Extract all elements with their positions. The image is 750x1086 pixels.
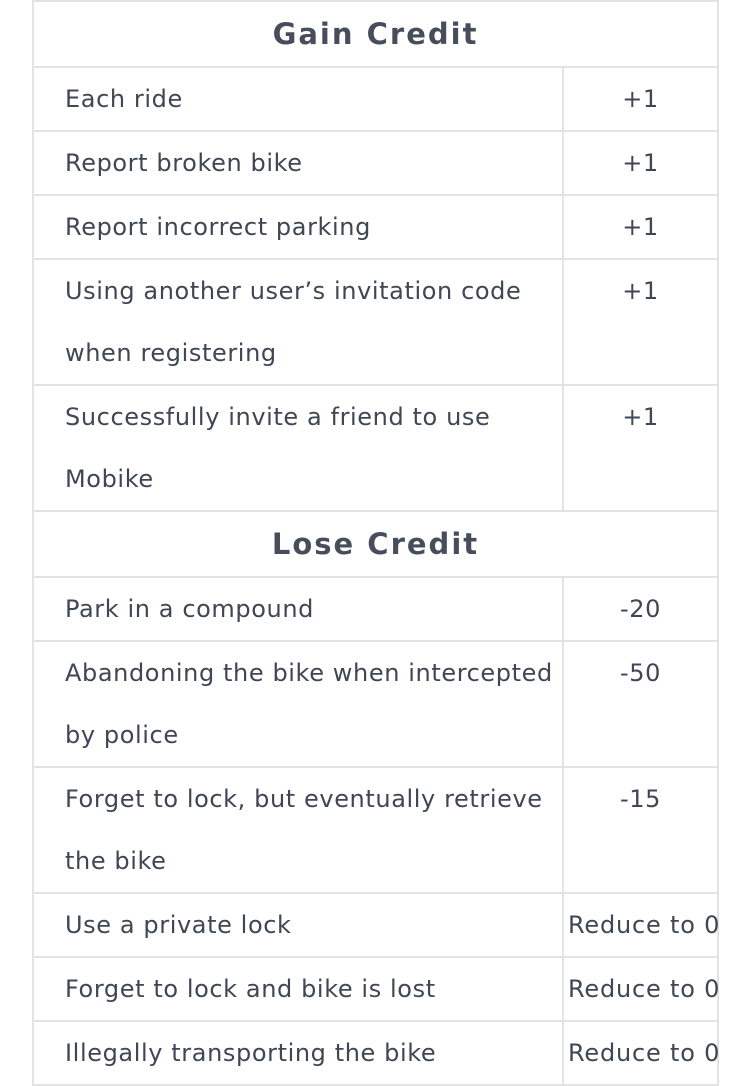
credit-change: -20 — [563, 577, 718, 641]
table-row — [33, 195, 718, 259]
rule-description: Park in a compound — [33, 577, 563, 641]
rule-description: Successfully invite a friend to use Mobike — [33, 385, 563, 511]
credit-change: Reduce to 0 — [563, 957, 718, 1021]
credit-change: Reduce to 0 — [563, 893, 718, 957]
gain-credit-title: Gain Credit — [33, 1, 718, 67]
credit-change: +1 — [563, 195, 718, 259]
rule-description: Forget to lock, but eventually retrieve the bike — [33, 767, 563, 893]
credit-change: -50 — [563, 641, 718, 767]
table-row — [33, 767, 718, 893]
table-row — [33, 259, 718, 385]
credit-change: -15 — [563, 767, 718, 893]
lose-credit-header-row — [33, 511, 718, 577]
rule-description: Use a private lock — [33, 893, 563, 957]
gain-credit-header-row — [33, 1, 718, 67]
rule-description: Report broken bike — [33, 131, 563, 195]
table-row — [33, 641, 718, 767]
lose-credit-title: Lose Credit — [33, 511, 718, 577]
table-row — [33, 957, 718, 1021]
credit-change: +1 — [563, 131, 718, 195]
credit-change: Reduce to 0 — [563, 1021, 718, 1085]
credit-rules-table — [32, 0, 719, 1086]
rule-description: Abandoning the bike when intercepted by police — [33, 641, 563, 767]
table-row — [33, 577, 718, 641]
table-row — [33, 1021, 718, 1085]
credit-change: +1 — [563, 67, 718, 131]
table-row — [33, 893, 718, 957]
rule-description: Illegally transporting the bike — [33, 1021, 563, 1085]
rule-description: Forget to lock and bike is lost — [33, 957, 563, 1021]
table-row — [33, 385, 718, 511]
table-row — [33, 131, 718, 195]
rule-description: Report incorrect parking — [33, 195, 563, 259]
rule-description: Each ride — [33, 67, 563, 131]
table-row — [33, 67, 718, 131]
rule-description: Using another user’s invitation code when registering — [33, 259, 563, 385]
credit-change: +1 — [563, 259, 718, 385]
credit-change: +1 — [563, 385, 718, 511]
